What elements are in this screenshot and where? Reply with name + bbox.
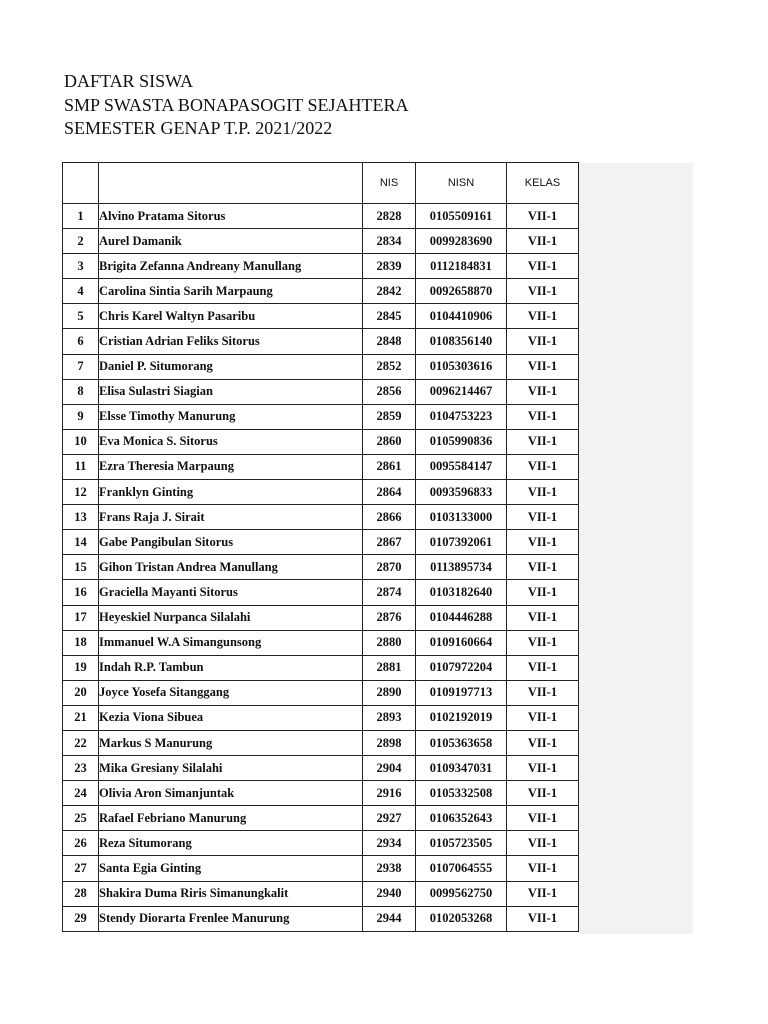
cell-kelas: VII-1 <box>507 530 579 555</box>
table-row <box>63 279 579 304</box>
cell-nisn: 0093596833 <box>416 480 507 505</box>
cell-no: 15 <box>63 555 99 580</box>
cell-nis: 2828 <box>363 204 416 229</box>
cell-name: Mika Gresiany Silalahi <box>99 756 363 781</box>
cell-kelas: VII-1 <box>507 229 579 254</box>
cell-kelas: VII-1 <box>507 429 579 454</box>
cell-nis: 2916 <box>363 781 416 806</box>
cell-no: 27 <box>63 856 99 881</box>
cell-no: 8 <box>63 379 99 404</box>
cell-name: Ezra Theresia Marpaung <box>99 454 363 479</box>
cell-nis: 2866 <box>363 505 416 530</box>
cell-nisn: 0105303616 <box>416 354 507 379</box>
table-row <box>63 680 579 705</box>
cell-kelas: VII-1 <box>507 254 579 279</box>
cell-nisn: 0099562750 <box>416 881 507 906</box>
table-row <box>63 831 579 856</box>
cell-kelas: VII-1 <box>507 555 579 580</box>
cell-nisn: 0103133000 <box>416 505 507 530</box>
cell-nisn: 0105990836 <box>416 429 507 454</box>
cell-nis: 2845 <box>363 304 416 329</box>
table-row <box>63 781 579 806</box>
cell-no: 24 <box>63 781 99 806</box>
cell-nis: 2940 <box>363 881 416 906</box>
cell-nisn: 0106352643 <box>416 806 507 831</box>
student-table <box>62 162 579 932</box>
cell-kelas: VII-1 <box>507 304 579 329</box>
cell-no: 17 <box>63 605 99 630</box>
cell-nis: 2904 <box>363 756 416 781</box>
cell-name: Markus S Manurung <box>99 730 363 755</box>
table-row <box>63 354 579 379</box>
gray-margin-panel <box>578 163 693 934</box>
cell-nisn: 0107972204 <box>416 655 507 680</box>
cell-name: Santa Egia Ginting <box>99 856 363 881</box>
cell-name: Elisa Sulastri Siagian <box>99 379 363 404</box>
cell-no: 25 <box>63 806 99 831</box>
table-row <box>63 881 579 906</box>
header-name <box>99 163 363 204</box>
cell-kelas: VII-1 <box>507 580 579 605</box>
cell-nisn: 0105363658 <box>416 730 507 755</box>
cell-no: 18 <box>63 630 99 655</box>
cell-nisn: 0105723505 <box>416 831 507 856</box>
table-row <box>63 329 579 354</box>
cell-name: Eva Monica S. Sitorus <box>99 429 363 454</box>
table-row <box>63 555 579 580</box>
table-row <box>63 605 579 630</box>
cell-kelas: VII-1 <box>507 329 579 354</box>
cell-no: 14 <box>63 530 99 555</box>
cell-name: Heyeskiel Nurpanca Silalahi <box>99 605 363 630</box>
cell-name: Immanuel W.A Simangunsong <box>99 630 363 655</box>
cell-name: Elsse Timothy Manurung <box>99 404 363 429</box>
title-line-1: DAFTAR SISWA <box>64 71 194 91</box>
table-row <box>63 480 579 505</box>
cell-nis: 2852 <box>363 354 416 379</box>
cell-nis: 2944 <box>363 906 416 931</box>
cell-no: 13 <box>63 505 99 530</box>
cell-nisn: 0105509161 <box>416 204 507 229</box>
cell-name: Graciella Mayanti Sitorus <box>99 580 363 605</box>
table-row <box>63 630 579 655</box>
cell-nisn: 0113895734 <box>416 555 507 580</box>
cell-nis: 2870 <box>363 555 416 580</box>
cell-name: Alvino Pratama Sitorus <box>99 204 363 229</box>
cell-kelas: VII-1 <box>507 705 579 730</box>
cell-kelas: VII-1 <box>507 756 579 781</box>
cell-no: 29 <box>63 906 99 931</box>
cell-nisn: 0105332508 <box>416 781 507 806</box>
cell-nis: 2934 <box>363 831 416 856</box>
cell-name: Gihon Tristan Andrea Manullang <box>99 555 363 580</box>
table-row <box>63 906 579 931</box>
cell-name: Brigita Zefanna Andreany Manullang <box>99 254 363 279</box>
cell-kelas: VII-1 <box>507 480 579 505</box>
table-row <box>63 454 579 479</box>
cell-name: Shakira Duma Riris Simanungkalit <box>99 881 363 906</box>
cell-kelas: VII-1 <box>507 881 579 906</box>
table-row <box>63 505 579 530</box>
cell-kelas: VII-1 <box>507 680 579 705</box>
cell-nisn: 0104410906 <box>416 304 507 329</box>
table-row <box>63 304 579 329</box>
cell-nis: 2881 <box>363 655 416 680</box>
header-no <box>63 163 99 204</box>
header-nisn: NISN <box>416 163 507 204</box>
cell-nis: 2938 <box>363 856 416 881</box>
cell-nisn: 0104753223 <box>416 404 507 429</box>
cell-nisn: 0109197713 <box>416 680 507 705</box>
table-row <box>63 806 579 831</box>
cell-nisn: 0092658870 <box>416 279 507 304</box>
cell-kelas: VII-1 <box>507 279 579 304</box>
cell-kelas: VII-1 <box>507 379 579 404</box>
cell-kelas: VII-1 <box>507 354 579 379</box>
cell-kelas: VII-1 <box>507 454 579 479</box>
cell-kelas: VII-1 <box>507 404 579 429</box>
cell-name: Franklyn Ginting <box>99 480 363 505</box>
cell-kelas: VII-1 <box>507 906 579 931</box>
cell-nis: 2890 <box>363 680 416 705</box>
table-row <box>63 580 579 605</box>
cell-kelas: VII-1 <box>507 204 579 229</box>
cell-nisn: 0102192019 <box>416 705 507 730</box>
cell-nisn: 0102053268 <box>416 906 507 931</box>
cell-no: 12 <box>63 480 99 505</box>
document-title <box>64 70 408 141</box>
table-row <box>63 530 579 555</box>
cell-nisn: 0099283690 <box>416 229 507 254</box>
header-nis: NIS <box>363 163 416 204</box>
title-line-3: SEMESTER GENAP T.P. 2021/2022 <box>64 118 333 138</box>
cell-no: 22 <box>63 730 99 755</box>
cell-nis: 2880 <box>363 630 416 655</box>
cell-no: 23 <box>63 756 99 781</box>
cell-name: Cristian Adrian Feliks Sitorus <box>99 329 363 354</box>
cell-name: Kezia Viona Sibuea <box>99 705 363 730</box>
cell-name: Reza Situmorang <box>99 831 363 856</box>
cell-kelas: VII-1 <box>507 505 579 530</box>
table-row <box>63 404 579 429</box>
table-row <box>63 204 579 229</box>
cell-nisn: 0096214467 <box>416 379 507 404</box>
cell-nis: 2839 <box>363 254 416 279</box>
table-row <box>63 655 579 680</box>
cell-nisn: 0109160664 <box>416 630 507 655</box>
cell-nis: 2842 <box>363 279 416 304</box>
table-body <box>63 204 579 932</box>
cell-name: Aurel Damanik <box>99 229 363 254</box>
table-header-row <box>63 163 579 204</box>
cell-nis: 2859 <box>363 404 416 429</box>
cell-nis: 2898 <box>363 730 416 755</box>
cell-no: 26 <box>63 831 99 856</box>
cell-nis: 2861 <box>363 454 416 479</box>
cell-kelas: VII-1 <box>507 630 579 655</box>
cell-kelas: VII-1 <box>507 730 579 755</box>
cell-name: Frans Raja J. Sirait <box>99 505 363 530</box>
cell-no: 2 <box>63 229 99 254</box>
cell-no: 28 <box>63 881 99 906</box>
table-row <box>63 254 579 279</box>
cell-name: Indah R.P. Tambun <box>99 655 363 680</box>
cell-kelas: VII-1 <box>507 856 579 881</box>
cell-name: Daniel P. Situmorang <box>99 354 363 379</box>
cell-name: Carolina Sintia Sarih Marpaung <box>99 279 363 304</box>
cell-nisn: 0107392061 <box>416 530 507 555</box>
cell-nis: 2834 <box>363 229 416 254</box>
cell-nisn: 0095584147 <box>416 454 507 479</box>
cell-nis: 2893 <box>363 705 416 730</box>
header-kelas: KELAS <box>507 163 579 204</box>
cell-no: 7 <box>63 354 99 379</box>
cell-nis: 2864 <box>363 480 416 505</box>
cell-name: Olivia Aron Simanjuntak <box>99 781 363 806</box>
cell-no: 11 <box>63 454 99 479</box>
cell-nisn: 0112184831 <box>416 254 507 279</box>
cell-nis: 2874 <box>363 580 416 605</box>
cell-no: 19 <box>63 655 99 680</box>
cell-nisn: 0109347031 <box>416 756 507 781</box>
table-row <box>63 429 579 454</box>
table-row <box>63 229 579 254</box>
cell-no: 10 <box>63 429 99 454</box>
cell-kelas: VII-1 <box>507 655 579 680</box>
cell-no: 4 <box>63 279 99 304</box>
cell-name: Rafael Febriano Manurung <box>99 806 363 831</box>
cell-no: 6 <box>63 329 99 354</box>
cell-nisn: 0103182640 <box>416 580 507 605</box>
cell-kelas: VII-1 <box>507 831 579 856</box>
cell-name: Chris Karel Waltyn Pasaribu <box>99 304 363 329</box>
cell-nisn: 0107064555 <box>416 856 507 881</box>
cell-kelas: VII-1 <box>507 806 579 831</box>
cell-no: 1 <box>63 204 99 229</box>
cell-kelas: VII-1 <box>507 605 579 630</box>
cell-nisn: 0108356140 <box>416 329 507 354</box>
table-row <box>63 730 579 755</box>
cell-name: Gabe Pangibulan Sitorus <box>99 530 363 555</box>
cell-nis: 2876 <box>363 605 416 630</box>
cell-nis: 2856 <box>363 379 416 404</box>
cell-name: Joyce Yosefa Sitanggang <box>99 680 363 705</box>
cell-no: 5 <box>63 304 99 329</box>
table-row <box>63 705 579 730</box>
cell-nisn: 0104446288 <box>416 605 507 630</box>
cell-name: Stendy Diorarta Frenlee Manurung <box>99 906 363 931</box>
title-line-2: SMP SWASTA BONAPASOGIT SEJAHTERA <box>64 94 409 115</box>
cell-nis: 2867 <box>363 530 416 555</box>
cell-nis: 2927 <box>363 806 416 831</box>
cell-nis: 2848 <box>363 329 416 354</box>
cell-no: 20 <box>63 680 99 705</box>
table-row <box>63 856 579 881</box>
cell-no: 3 <box>63 254 99 279</box>
cell-kelas: VII-1 <box>507 781 579 806</box>
cell-no: 21 <box>63 705 99 730</box>
table-row <box>63 379 579 404</box>
cell-no: 9 <box>63 404 99 429</box>
cell-no: 16 <box>63 580 99 605</box>
table-row <box>63 756 579 781</box>
cell-nis: 2860 <box>363 429 416 454</box>
